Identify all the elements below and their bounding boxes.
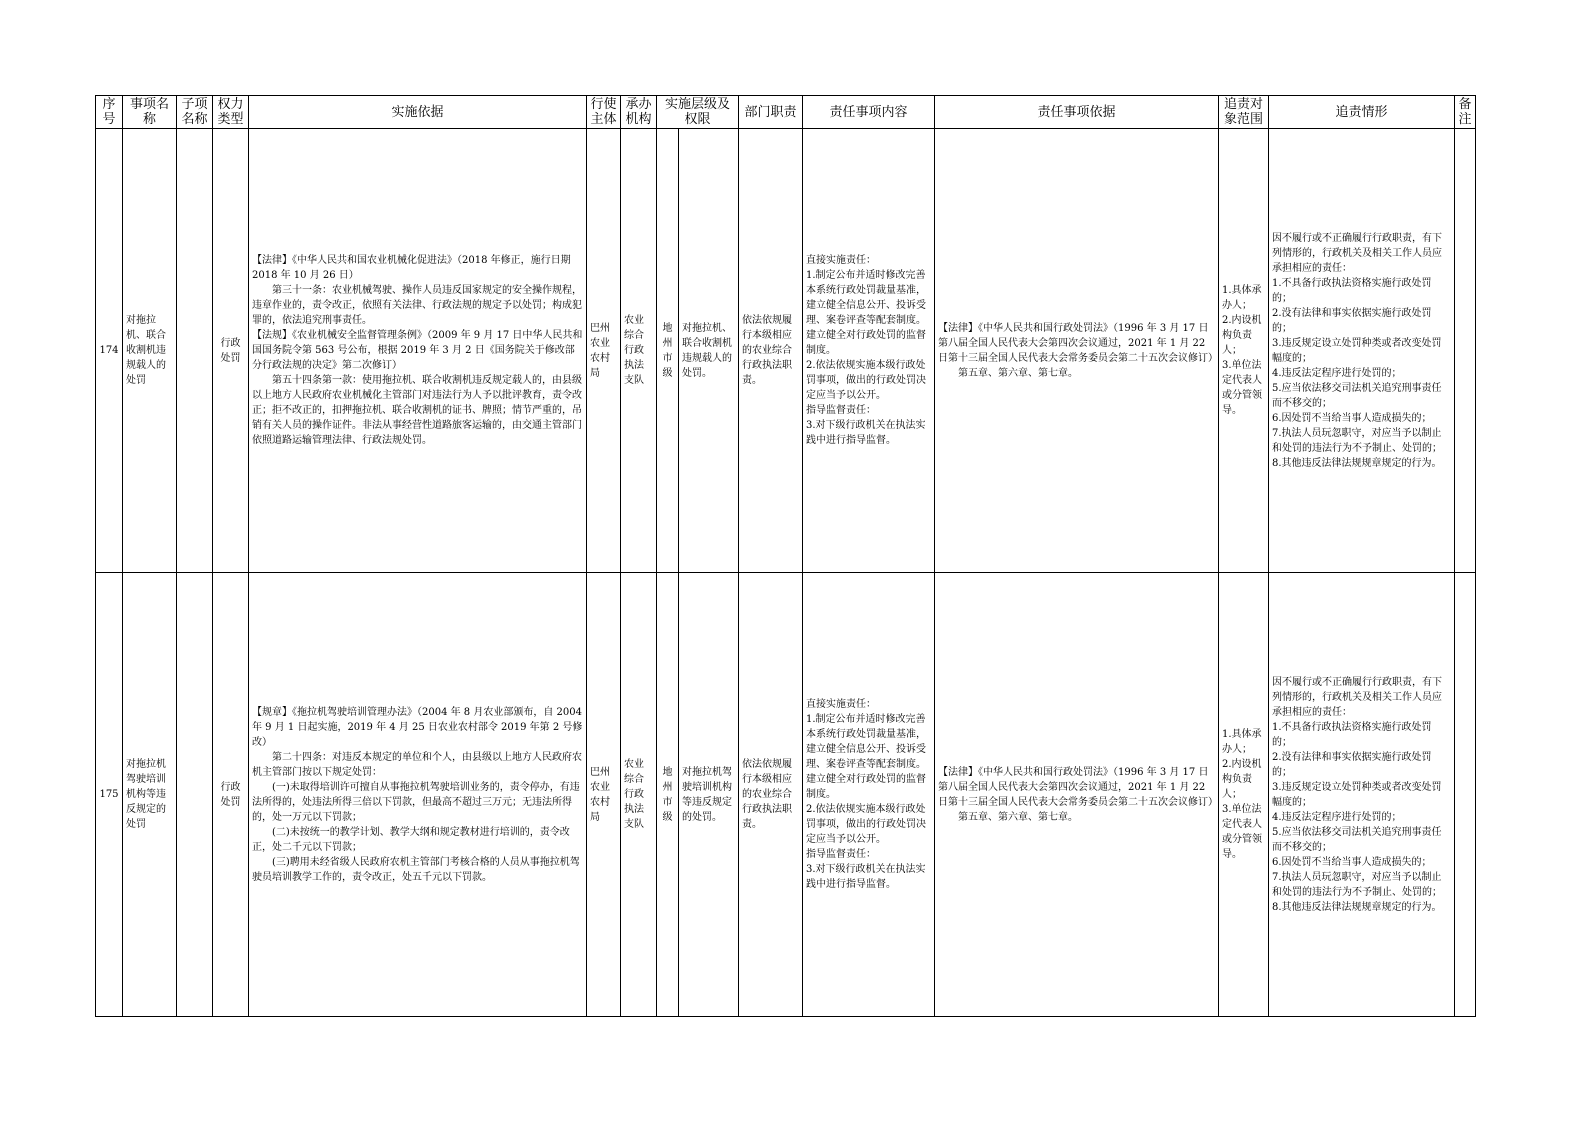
- scope-line: 1.具体承办人；: [1222, 729, 1262, 755]
- cell-basis: [249, 573, 587, 1017]
- scope-line: 2.内设机构负责人；: [1222, 759, 1262, 800]
- resp-content-line: 直接实施责任：: [806, 255, 877, 266]
- power-list-table: [95, 95, 1476, 1017]
- situation-line: 8.其他违反法律法规规章规定的行为。: [1272, 901, 1442, 913]
- resp-basis-line: 【法律】《中华人民共和国行政处罚法》（1996 年 3 月 17 日第八届全国人民代表大会第四次会议通过，2021 年 1 月 22 日第十三届全国人民代表大会常务委员会第二十五次会议修订）: [938, 322, 1219, 364]
- header-seq: 序号: [96, 96, 123, 129]
- table-row: [96, 129, 1476, 573]
- resp-content-line: 3.对下级行政机关在执法实践中进行指导监督。: [806, 864, 926, 890]
- header-level: 实施层级及权限: [657, 96, 739, 129]
- basis-paragraph: 第二十四条：对违反本规定的单位和个人，由县级以上地方人民政府农机主管部门按以下规定处罚：: [252, 751, 582, 778]
- resp-content-line: 直接实施责任：: [806, 699, 877, 710]
- cell-item-name: 对拖拉机、联合收割机违规载人的处罚: [123, 129, 177, 573]
- scope-line: 3.单位法定代表人或分管领导。: [1222, 360, 1263, 416]
- header-situation: 追责情形: [1269, 96, 1455, 129]
- header-sub-item: 子项名称: [177, 96, 213, 129]
- basis-paragraph: (三)聘用未经省级人民政府农机主管部门考核合格的人员从事拖拉机驾驶员培训教学工作的，责令改正，处五千元以下罚款。: [252, 856, 580, 883]
- table-row: [96, 573, 1476, 1017]
- basis-paragraph: 第五十四条第一款：使用拖拉机、联合收割机违反规定载人的，由县级以上地方人民政府农业机械化主管部门对违法行为人予以批评教育，责令改正；拒不改正的，扣押拖拉机、联合收割机的证书、牌照；情节严重的，吊销有关人员的操作证件。非法从事经营性道路旅客运输的，由交通主管部门依照道路运输管理法律、行政法规处罚。: [252, 375, 582, 446]
- cell-remark: [1455, 129, 1476, 573]
- resp-content-line: 3.对下级行政机关在执法实践中进行指导监督。: [806, 420, 926, 446]
- basis-paragraph: 第三十一条：农业机械驾驶、操作人员违反国家规定的安全操作规程，违章作业的，责令改正，依照有关法律、行政法规的规定予以处罚；构成犯罪的，依法追究刑事责任。: [252, 285, 582, 326]
- resp-content-line: 指导监督责任：: [806, 405, 877, 416]
- header-power-type: 权力类型: [213, 96, 249, 129]
- basis-paragraph: 【法律】《中华人民共和国农业机械化促进法》（2018 年修正，施行日期 2018 年 10 月 26 日）: [252, 255, 571, 281]
- cell-subject: 巴州农业农村局: [587, 573, 621, 1017]
- cell-scope: [1219, 573, 1269, 1017]
- situation-line: 4.违反法定程序进行处罚的；: [1272, 367, 1402, 379]
- cell-basis: [249, 129, 587, 573]
- situation-line: 7.执法人员玩忽职守，对应当予以制止和处罚的违法行为不予制止、处罚的；: [1272, 871, 1443, 898]
- situation-line: 3.违反规定设立处罚种类或者改变处罚幅度的；: [1272, 781, 1442, 808]
- cell-power-type: 行政处罚: [213, 129, 249, 573]
- resp-content-line: 2.依法依规实施本级行政处罚事项，做出的行政处罚决定应当予以公开。: [806, 360, 927, 401]
- cell-level-name: 地州市级: [657, 573, 679, 1017]
- situation-line: 7.执法人员玩忽职守，对应当予以制止和处罚的违法行为不予制止、处罚的；: [1272, 427, 1443, 454]
- cell-sub-item: [177, 573, 213, 1017]
- cell-duty: 依法依规履行本级相应的农业综合行政执法职责。: [739, 129, 803, 573]
- cell-scope: [1219, 129, 1269, 573]
- cell-level-power: 对拖拉机驾驶培训机构等违反规定的处罚。: [679, 573, 739, 1017]
- cell-agency: 农业综合行政执法支队: [621, 129, 657, 573]
- header-subject: 行使主体: [587, 96, 621, 129]
- situation-line: 8.其他违反法律法规规章规定的行为。: [1272, 457, 1442, 469]
- cell-seq: 174: [96, 129, 123, 573]
- resp-content-line: 1.制定公布并适时修改完善本系统行政处罚裁量基准，建立健全信息公开、投诉受理、案卷评查等配套制度。建立健全对行政处罚的监督制度。: [806, 270, 927, 356]
- basis-paragraph: (一)未取得培训许可擅自从事拖拉机驾驶培训业务的，责令停办，有违法所得的，处违法所得三倍以下罚款，但最高不超过三万元；无违法所得的，处一万元以下罚款；: [252, 781, 580, 823]
- cell-item-name: 对拖拉机驾驶培训机构等违反规定的处罚: [123, 573, 177, 1017]
- cell-situation: [1269, 129, 1455, 573]
- situation-line: 5.应当依法移交司法机关追究刑事责任而不移交的；: [1272, 382, 1442, 409]
- situation-line: 6.因处罚不当给当事人造成损失的；: [1272, 412, 1432, 424]
- header-duty: 部门职责: [739, 96, 803, 129]
- basis-paragraph: (二)未按统一的教学计划、教学大纲和规定教材进行培训的，责令改正，处二千元以下罚款；: [252, 826, 570, 853]
- cell-level-power: 对拖拉机、联合收割机违规载人的处罚。: [679, 129, 739, 573]
- cell-duty: 依法依规履行本级相应的农业综合行政执法职责。: [739, 573, 803, 1017]
- situation-line: 1.不具备行政执法资格实施行政处罚的；: [1272, 721, 1432, 748]
- cell-situation: [1269, 573, 1455, 1017]
- cell-level-name: 地州市级: [657, 129, 679, 573]
- header-resp-content: 责任事项内容: [803, 96, 935, 129]
- header-item-name: 事项名称: [123, 96, 177, 129]
- header-agency: 承办机构: [621, 96, 657, 129]
- situation-line: 5.应当依法移交司法机关追究刑事责任而不移交的；: [1272, 826, 1442, 853]
- cell-power-type: 行政处罚: [213, 573, 249, 1017]
- situation-line: 6.因处罚不当给当事人造成损失的；: [1272, 856, 1432, 868]
- cell-agency: 农业综合行政执法支队: [621, 573, 657, 1017]
- header-basis: 实施依据: [249, 96, 587, 129]
- basis-paragraph: 【规章】《拖拉机驾驶培训管理办法》（2004 年 8 月农业部颁布，自 2004 年 9 月 1 日起实施，2019 年 4 月 25 日农业农村部令 2019 年第 2 号修改）: [252, 706, 583, 748]
- header-remark: 备注: [1455, 96, 1476, 129]
- situation-line: 3.违反规定设立处罚种类或者改变处罚幅度的；: [1272, 337, 1442, 364]
- situation-line: 2.没有法律和事实依据实施行政处罚的；: [1272, 751, 1432, 778]
- basis-paragraph: 【法规】《农业机械安全监督管理条例》（2009 年 9 月 17 日中华人民共和国国务院令第 563 号公布，根据 2019 年 3 月 2 日《国务院关于修改部分行政法规的决定》第二次修订）: [252, 330, 583, 371]
- cell-resp-content: [803, 129, 935, 573]
- resp-content-line: 1.制定公布并适时修改完善本系统行政处罚裁量基准，建立健全信息公开、投诉受理、案卷评查等配套制度。建立健全对行政处罚的监督制度。: [806, 714, 927, 800]
- cell-resp-basis: [935, 129, 1219, 573]
- cell-seq: 175: [96, 573, 123, 1017]
- resp-content-line: 2.依法依规实施本级行政处罚事项，做出的行政处罚决定应当予以公开。: [806, 804, 927, 845]
- situation-line: 因不履行或不正确履行行政职责，有下列情形的，行政机关及相关工作人员应承担相应的责任：: [1272, 232, 1443, 274]
- cell-remark: [1455, 573, 1476, 1017]
- cell-resp-content: [803, 573, 935, 1017]
- scope-line: 2.内设机构负责人；: [1222, 315, 1262, 356]
- resp-content-line: 指导监督责任：: [806, 849, 877, 860]
- situation-line: 2.没有法律和事实依据实施行政处罚的；: [1272, 307, 1432, 334]
- header-resp-basis: 责任事项依据: [935, 96, 1219, 129]
- resp-basis-line: 【法律】《中华人民共和国行政处罚法》（1996 年 3 月 17 日第八届全国人民代表大会第四次会议通过，2021 年 1 月 22 日第十三届全国人民代表大会常务委员会第二十五次会议修订）: [938, 766, 1219, 808]
- table-header-row: [96, 96, 1476, 129]
- situation-line: 因不履行或不正确履行行政职责，有下列情形的，行政机关及相关工作人员应承担相应的责任：: [1272, 676, 1443, 718]
- cell-subject: 巴州农业农村局: [587, 129, 621, 573]
- scope-line: 1.具体承办人；: [1222, 285, 1262, 311]
- situation-line: 1.不具备行政执法资格实施行政处罚的；: [1272, 277, 1432, 304]
- situation-line: 4.违反法定程序进行处罚的；: [1272, 811, 1402, 823]
- resp-basis-line: 第五章、第六章、第七章。: [958, 367, 1079, 379]
- cell-resp-basis: [935, 573, 1219, 1017]
- resp-basis-line: 第五章、第六章、第七章。: [958, 811, 1079, 823]
- cell-sub-item: [177, 129, 213, 573]
- header-scope: 追责对象范围: [1219, 96, 1269, 129]
- scope-line: 3.单位法定代表人或分管领导。: [1222, 804, 1263, 860]
